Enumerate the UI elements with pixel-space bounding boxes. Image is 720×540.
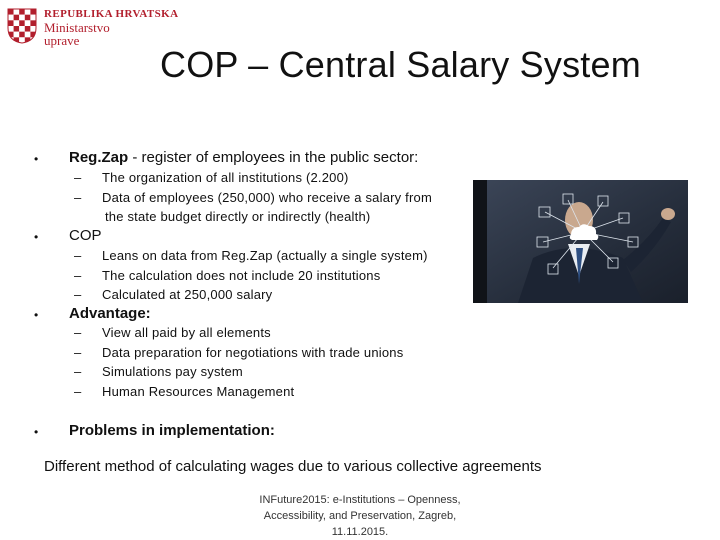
- slide-title: COP – Central Salary System: [160, 44, 641, 85]
- cop-subitems: [74, 246, 428, 305]
- bullet-cop-heading: COP: [69, 227, 102, 244]
- sub-item: – Calculated at 250,000 salary: [74, 287, 273, 302]
- sub-item: – View all paid by all elements: [74, 325, 271, 340]
- org-line-1: REPUBLIKA HRVATSKA: [44, 8, 179, 20]
- bullet-marker: •: [34, 230, 39, 244]
- regzap-subitems: [74, 168, 432, 227]
- org-line-3: uprave: [44, 33, 80, 48]
- footer-line-1: INFuture2015: e-Institutions – Openness,: [259, 494, 461, 506]
- sub-item: – Simulations pay system: [74, 364, 243, 379]
- footer-line-3: 11.11.2015.: [331, 526, 389, 538]
- advantage-subitems: [74, 323, 403, 401]
- sub-item: – Data preparation for negotiations with trade unions: [74, 344, 404, 360]
- sub-item: – Human Resources Management: [74, 383, 295, 399]
- sub-item: – Leans on data from Reg.Zap (actually a single system): [74, 248, 428, 263]
- sub-item-continuation: the state budget directly or indirectly (health): [105, 209, 371, 224]
- sub-item: – Data of employees (250,000) who receive a salary from: [74, 189, 432, 205]
- slide-footer: [240, 492, 480, 540]
- bullet-advantage-heading: Advantage:: [69, 305, 151, 322]
- bullet-marker: •: [34, 152, 39, 166]
- ministry-name: [44, 8, 178, 47]
- bullet-marker: •: [34, 308, 39, 322]
- sub-item: – The organization of all institutions (2.200): [74, 170, 349, 185]
- business-network-photo: [473, 180, 688, 303]
- regzap-term: Reg.Zap: [69, 149, 129, 166]
- bullet-problems-heading: Problems in implementation:: [69, 422, 275, 439]
- footer-line-2: Accessibility, and Preservation, Zagreb,: [263, 510, 457, 522]
- ministry-logo: [7, 8, 178, 47]
- croatian-coat-of-arms-icon: [7, 8, 37, 44]
- regzap-description: - register of employees in the public sector:: [128, 149, 419, 166]
- bullet-regzap-heading: [69, 149, 418, 166]
- sub-item: – The calculation does not include 20 institutions: [74, 267, 381, 283]
- bullet-marker: •: [34, 425, 39, 439]
- conclusion-text: Different method of calculating wages due to various collective agreements: [44, 458, 542, 475]
- org-line-2: Ministarstvo: [44, 20, 110, 35]
